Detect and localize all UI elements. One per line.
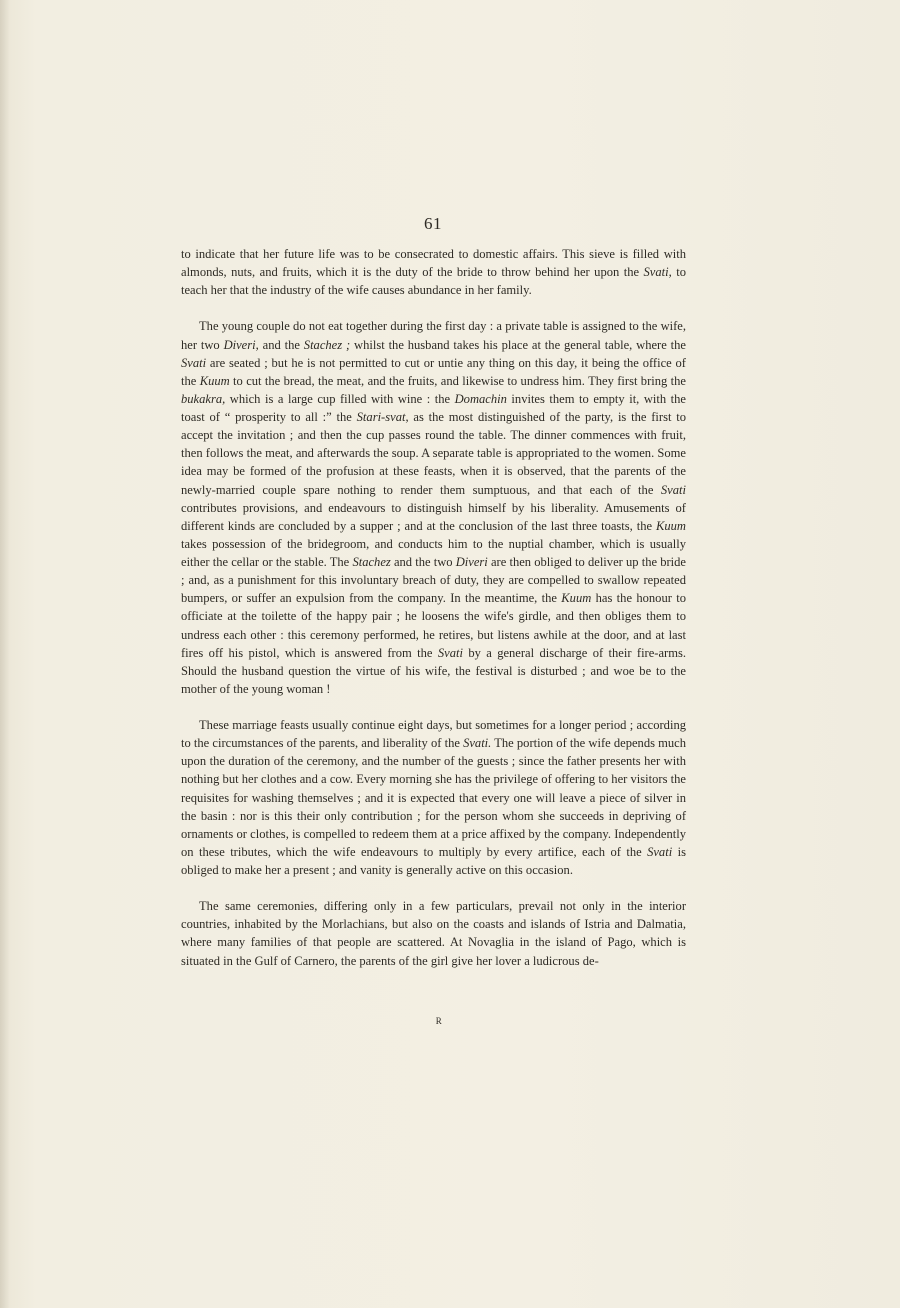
text-run: invites them to empty it, with the toast of “ prosperity to all :” the <box>181 391 686 424</box>
binding-shadow <box>0 0 10 1308</box>
italic-term: Svati. <box>463 736 492 751</box>
text-run: by a general discharge of their fire-arms. Should the husband question the virtue of his wife, the festival is disturbed ; and woe be to the mother of the young woman ! <box>181 645 687 696</box>
paragraph <box>181 317 686 698</box>
text-run: The young couple do not eat together during the first day : a private table is assigned to the wife, her two <box>181 319 686 352</box>
text-run: are seated ; but he is not permitted to cut or untie any thing on this day, it being the office of the <box>181 355 686 388</box>
italic-term: Stachez ; <box>303 337 351 352</box>
signature-mark: R <box>435 1016 443 1026</box>
text-run: as the most distinguished of the party, is the first to accept the invitation ; and then the cup passes round the table. The dinner commences with fruit, then follows the meat, and afterwards the soup. A separate table is appropriated to the women. Some idea may be formed of the profusion at these feasts, when it is observed, that the parents of the newly-married couple spare nothing to render them sumptuous, and that each of the <box>181 410 687 497</box>
text-run: has the honour to officiate at the toilette of the happy pair ; he loosens the wife's girdle, and then obliges them to undress each other : this ceremony performed, he retires, but listens awhile at the door, and at last fires off his pistol, which is answered from the <box>181 591 686 660</box>
paragraph <box>181 897 686 970</box>
text-run: and the two <box>390 555 456 569</box>
italic-term: Svati <box>647 844 673 859</box>
text-run: takes possession of the bridegroom, and conducts him to the nuptial chamber, which is usually either the cellar or the stable. The <box>181 536 686 569</box>
text-run: are then obliged to deliver up the bride ; and, as a punishment for this involuntary breach of duty, they are compelled to swallow repeated bumpers, or suffer an expulsion from the company. In the meantime, the <box>181 555 686 606</box>
italic-term: Kuum <box>199 373 230 388</box>
italic-term: Kuum <box>656 518 686 533</box>
text-run: to cut the bread, the meat, and the fruits, and likewise to undress him. They first bring the <box>229 373 686 388</box>
text-run: is obliged to make her a present ; and vanity is generally active on this occasion. <box>181 844 686 877</box>
italic-term: Stari-svat, <box>356 410 409 424</box>
text-run: to teach her that the industry of the wife causes abundance in her family. <box>181 265 686 298</box>
text-run: to indicate that her future life was to be consecrated to domestic affairs. This sieve is filled with almonds, nuts, and fruits, which it is the duty of the bride to throw behind her upon the <box>181 247 686 280</box>
italic-term: Kuum <box>561 591 592 606</box>
italic-term: Domachin <box>454 391 507 406</box>
text-run: and the <box>258 337 304 352</box>
italic-term: Diveri, <box>223 337 259 352</box>
italic-term: Stachez <box>352 555 391 569</box>
italic-term: Diveri <box>455 555 488 569</box>
italic-term: Svati <box>437 645 463 660</box>
text-run: The same ceremonies, differing only in a few particulars, prevail not only in the interior countries, inhabited by the Morlachians, but also on the coasts and islands of Istria and Dalmatia, where many families of that people are scattered. At Novaglia in the island of Pago, which is situated in the Gulf of Carnero, the parents of the girl give her lover a ludicrous de- <box>181 899 686 968</box>
body-text <box>181 245 686 970</box>
paragraph <box>181 716 686 879</box>
text-run: The portion of the wife depends much upon the duration of the ceremony, and the number of the guests ; since the father presents her with nothing but her clothes and a cow. Every morning she has the privilege of offering to her visitors the requisites for washing themselves ; and it is expected that every one will leave a piece of silver in the basin : nor is this their only contribution ; for the person whom she succeeds in depriving of ornaments or clothes, is compelled to redeem them at a price affixed by the company. Independently on these tributes, which the wife endeavours to multiply by every artifice, each of the <box>181 736 687 859</box>
page-number: 61 <box>424 214 442 233</box>
text-run: contributes provisions, and endeavours to distinguish himself by his liberality. Amusements of different kinds are concluded by a supper ; and at the conclusion of the last three toasts, the <box>181 500 686 533</box>
italic-term: Svati <box>181 355 207 370</box>
text-run: which is a large cup filled with wine : the <box>225 391 455 406</box>
text-run: These marriage feasts usually continue eight days, but sometimes for a longer period ; according to the circumstances of the parents, and liberality of the <box>181 718 686 751</box>
italic-term: Svati <box>660 482 686 497</box>
paragraph <box>181 245 686 299</box>
italic-term: Svati, <box>643 265 672 280</box>
text-run: whilst the husband takes his place at the general table, where the <box>350 337 686 352</box>
italic-term: bukakra, <box>181 391 226 406</box>
